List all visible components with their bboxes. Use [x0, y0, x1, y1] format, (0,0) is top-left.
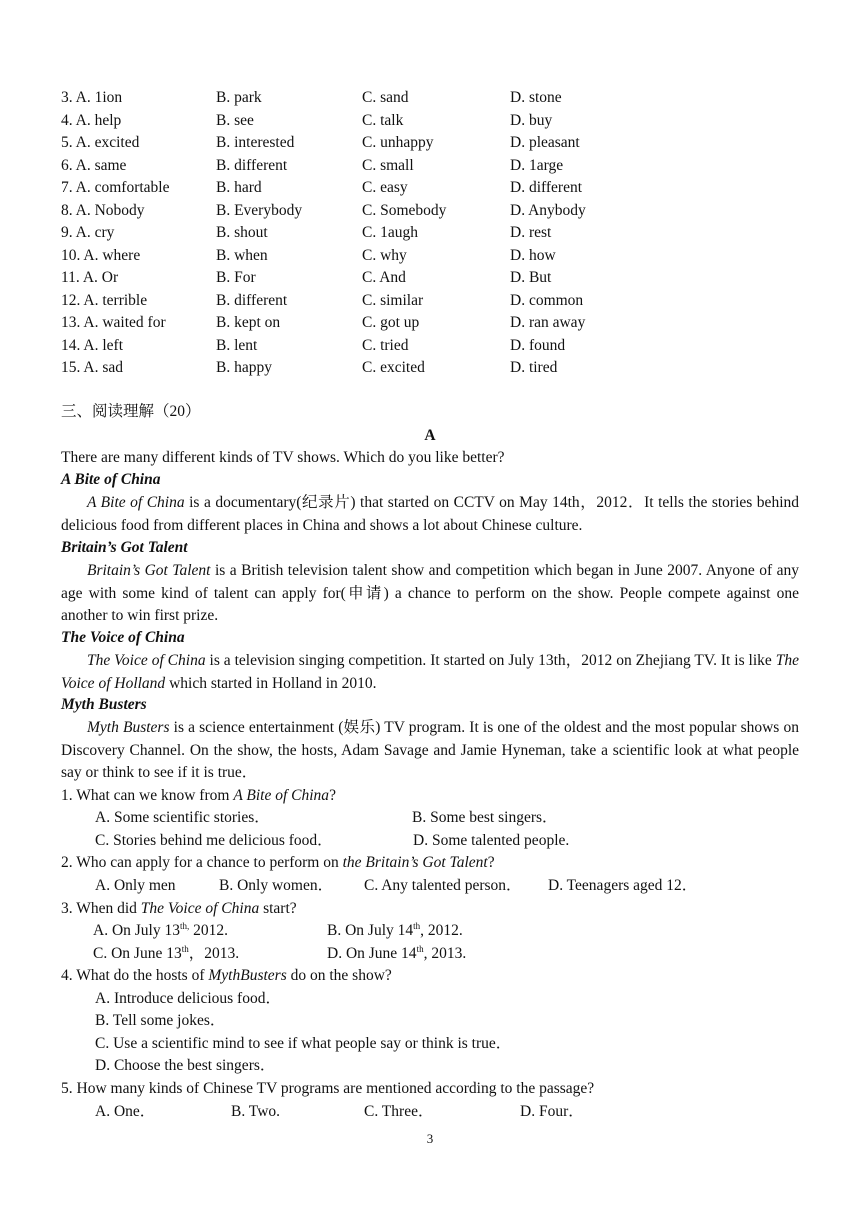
- cloze-option-b: B. interested: [216, 134, 295, 151]
- show-paragraph-voice: The Voice of China is a television singing competition. It started on July 13th，2012 on Zhejiang TV. It is like The Voice of Holland which started in Holland in 2010.: [61, 652, 799, 692]
- cloze-option-d: D. rest: [510, 224, 552, 241]
- show-paragraph-myth: Myth Busters is a science entertainment (娱乐) TV program. It is one of the oldest and the most popular shows on Discovery Channel. On the show, the hosts, Adam Savage and Jamie Hyneman, take a scientific look at what people say or think to see if it is true．: [61, 719, 799, 781]
- question-4: 4. What do the hosts of MythBusters do on the show?: [61, 967, 392, 984]
- cloze-option-d: D. common: [510, 291, 584, 309]
- cloze-option-row: [0, 132, 860, 155]
- cloze-question-number: 4. A.: [61, 111, 91, 129]
- cloze-option-d: D. stone: [510, 89, 562, 106]
- cloze-option-a: [61, 222, 114, 244]
- cloze-option-c: C. 1augh: [362, 224, 418, 241]
- cloze-option-a-text: waited for: [102, 314, 166, 331]
- show-paragraph-bite: A Bite of China is a documentary(纪录片) that started on CCTV on May 14th，2012．It tells the stories behind delicious food from different places in China and shows a lot about Chinese culture.: [61, 494, 799, 534]
- cloze-option-c: C. small: [362, 156, 414, 174]
- cloze-option-a: [61, 132, 139, 154]
- cloze-option-c: C. And: [362, 269, 406, 286]
- cloze-option-c: C. unhappy: [362, 134, 434, 151]
- cloze-option-b: B. park: [216, 89, 262, 106]
- cloze-option-c: C. tried: [362, 336, 409, 354]
- question-2-option-d: D. Teenagers aged 12．: [548, 877, 698, 894]
- question-3-option-b: B. On July 14th, 2012.: [327, 920, 463, 939]
- question-2-option-c: C. Any talented person．: [364, 877, 522, 894]
- cloze-option-b: B. kept on: [216, 314, 281, 331]
- question-3: 3. When did The Voice of China start?: [61, 900, 297, 917]
- cloze-option-a: [61, 87, 122, 109]
- cloze-option-a-text: excited: [94, 134, 140, 151]
- question-1-option-d: D. Some talented people.: [413, 832, 570, 849]
- question-1-option-c: C. Stories behind me delicious food．: [95, 832, 333, 849]
- cloze-option-row: [0, 155, 860, 178]
- question-2-option-b: B. Only women．: [219, 877, 334, 894]
- cloze-option-c: C. got up: [362, 314, 420, 331]
- cloze-option-b: B. different: [216, 156, 288, 174]
- question-3-option-a: A. On July $13^{th,}$ 2012.: [93, 920, 228, 939]
- cloze-option-row: [0, 200, 860, 223]
- section-title: 三、阅读理解（20）: [61, 403, 201, 420]
- cloze-option-b: B. hard: [216, 179, 262, 196]
- cloze-option-b: B. different: [216, 291, 288, 309]
- cloze-option-a: [61, 245, 140, 267]
- cloze-question-number: 14. A.: [61, 336, 99, 354]
- cloze-option-b: B. Everybody: [216, 201, 303, 219]
- cloze-option-c: C. talk: [362, 111, 404, 129]
- cloze-question-number: 15. A.: [61, 359, 99, 376]
- cloze-option-b: B. For: [216, 269, 256, 286]
- cloze-option-d: D. how: [510, 246, 556, 264]
- cloze-option-a: [61, 312, 166, 334]
- cloze-option-row: [0, 312, 860, 335]
- question-2: 2. Who can apply for a chance to perform on the Britain’s Got Talent?: [61, 854, 495, 871]
- cloze-question-number: 5. A.: [61, 134, 91, 151]
- cloze-option-a-text: terrible: [102, 291, 148, 309]
- cloze-question-number: 13. A.: [61, 314, 99, 331]
- question-4-option-b: B. Tell some jokes．: [95, 1012, 226, 1029]
- question-2-option-a: A. Only men: [95, 877, 176, 894]
- cloze-option-c: C. why: [362, 246, 407, 264]
- cloze-option-a: [61, 200, 145, 222]
- question-1-option-b: B. Some best singers．: [412, 809, 558, 826]
- cloze-option-b: B. see: [216, 111, 254, 129]
- question-3-option-c: C. On June 13th，2013.: [93, 943, 240, 962]
- cloze-option-b: B. lent: [216, 336, 258, 354]
- cloze-option-row: [0, 290, 860, 313]
- cloze-option-a: [61, 110, 121, 132]
- cloze-option-a: [61, 335, 123, 357]
- question-1-option-a: A. Some scientific stories．: [95, 809, 270, 826]
- cloze-question-number: 12. A.: [61, 291, 99, 309]
- passage-intro: There are many different kinds of TV shows. Which do you like better?: [61, 449, 505, 466]
- cloze-option-d: D. buy: [510, 111, 553, 129]
- cloze-option-a: [61, 155, 126, 177]
- cloze-option-row: [0, 110, 860, 133]
- cloze-question-number: 9. A.: [61, 224, 91, 241]
- cloze-option-c: C. excited: [362, 359, 425, 376]
- question-5-option-d: D. Four．: [520, 1103, 584, 1120]
- question-3-option-d: D. On June 14th, 2013.: [327, 943, 467, 962]
- cloze-option-b: B. happy: [216, 359, 272, 376]
- question-5: 5. How many kinds of Chinese TV programs are mentioned according to the passage?: [61, 1080, 595, 1097]
- show-heading-britain: Britain’s Got Talent: [61, 539, 188, 556]
- cloze-option-c: C. easy: [362, 179, 408, 196]
- show-heading-voice: The Voice of China: [61, 629, 185, 646]
- cloze-option-row: [0, 357, 860, 380]
- question-1: 1. What can we know from A Bite of China?: [61, 787, 336, 804]
- question-5-option-b: B. Two.: [231, 1103, 281, 1120]
- cloze-question-number: 6. A.: [61, 156, 91, 174]
- cloze-option-a: [61, 267, 118, 289]
- question-5-option-c: C. Three．: [364, 1103, 434, 1120]
- cloze-question-number: 7. A.: [61, 179, 91, 196]
- cloze-option-row: [0, 245, 860, 268]
- show-heading-myth: Myth Busters: [61, 696, 147, 713]
- cloze-option-b: B. when: [216, 246, 268, 264]
- cloze-option-c: C. sand: [362, 89, 409, 106]
- cloze-option-d: D. Anybody: [510, 201, 586, 219]
- question-4-option-a: A. Introduce delicious food．: [95, 990, 281, 1007]
- cloze-option-a-text: where: [102, 246, 141, 264]
- cloze-question-number: 11. A.: [61, 269, 98, 286]
- cloze-question-number: 8. A.: [61, 201, 91, 219]
- cloze-option-a-text: help: [94, 111, 122, 129]
- question-4-option-c: C. Use a scientific mind to see if what people say or think is true．: [95, 1035, 512, 1052]
- cloze-option-row: [0, 267, 860, 290]
- cloze-option-a: [61, 177, 169, 199]
- cloze-question-number: 10. A.: [61, 246, 99, 264]
- passage-label: A: [424, 427, 436, 444]
- cloze-option-a-text: comfortable: [94, 179, 170, 196]
- cloze-option-a-text: left: [102, 336, 123, 354]
- show-heading-bite: A Bite of China: [61, 471, 161, 488]
- cloze-option-a-text: Or: [101, 269, 119, 286]
- cloze-option-a-text: sad: [102, 359, 124, 376]
- cloze-option-d: D. found: [510, 336, 566, 354]
- cloze-option-row: [0, 87, 860, 110]
- cloze-option-d: D. pleasant: [510, 134, 580, 151]
- question-4-option-d: D. Choose the best singers．: [95, 1057, 276, 1074]
- cloze-option-row: [0, 222, 860, 245]
- page-number: 3: [426, 1131, 434, 1146]
- question-5-option-a: A. One．: [95, 1103, 156, 1120]
- cloze-option-a: [61, 290, 147, 312]
- cloze-option-d: D. ran away: [510, 314, 586, 331]
- cloze-option-c: C. Somebody: [362, 201, 447, 219]
- cloze-option-d: D. 1arge: [510, 156, 564, 174]
- cloze-option-row: [0, 177, 860, 200]
- cloze-option-row: [0, 335, 860, 358]
- cloze-option-a-text: same: [94, 156, 127, 174]
- cloze-option-b: B. shout: [216, 224, 268, 241]
- cloze-option-a-text: 1ion: [94, 89, 123, 106]
- cloze-option-d: D. different: [510, 179, 583, 196]
- cloze-option-a-text: cry: [94, 224, 115, 241]
- cloze-option-a: [61, 357, 123, 379]
- cloze-option-d: D. But: [510, 269, 552, 286]
- cloze-question-number: 3. A.: [61, 89, 91, 106]
- cloze-option-a-text: Nobody: [94, 201, 145, 219]
- cloze-option-d: D. tired: [510, 359, 558, 376]
- cloze-option-c: C. similar: [362, 291, 424, 309]
- show-paragraph-britain: Britain’s Got Talent is a British television talent show and competition which began in June 2007. Anyone of any age with some kind of talent can apply for(申请) a chance to perform on the show. People compete against one another to win first prize.: [61, 562, 799, 624]
